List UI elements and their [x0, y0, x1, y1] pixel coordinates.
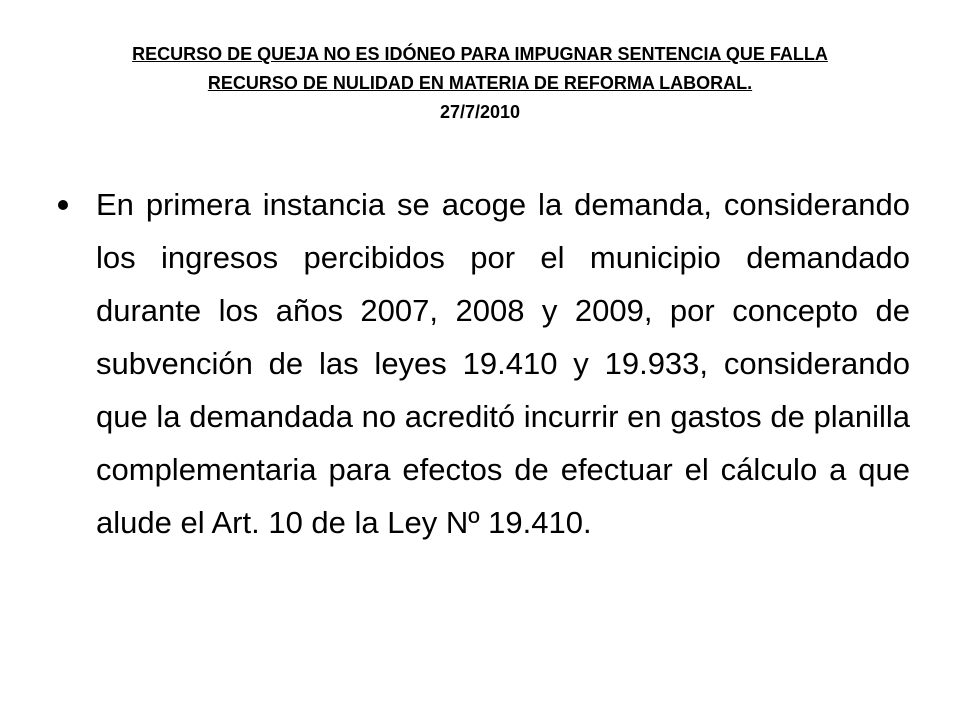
bullet-item [52, 178, 910, 549]
title-line-1: RECURSO DE QUEJA NO ES IDÓNEO PARA IMPUGNAR SENTENCIA QUE FALLA [132, 44, 828, 64]
bullet-list [52, 178, 910, 549]
title-line-2: RECURSO DE NULIDAD EN MATERIA DE REFORMA LABORAL. [207, 73, 753, 93]
slide-title [48, 40, 912, 127]
bullet-text: En primera instancia se acoge la demanda, considerando los ingresos percibidos por el municipio demandado durante los años 2007, 2008 y 2009, por concepto de subvención de las leyes 19.410 y 19.933, considerando que la demandada no acreditó incurrir en gastos de planilla complementaria para efectos de efectuar el cálculo a que alude el Art. 10 de la Ley Nº 19.410. [96, 187, 910, 540]
bullet-icon [58, 200, 68, 210]
title-date: 27/7/2010 [439, 102, 521, 122]
